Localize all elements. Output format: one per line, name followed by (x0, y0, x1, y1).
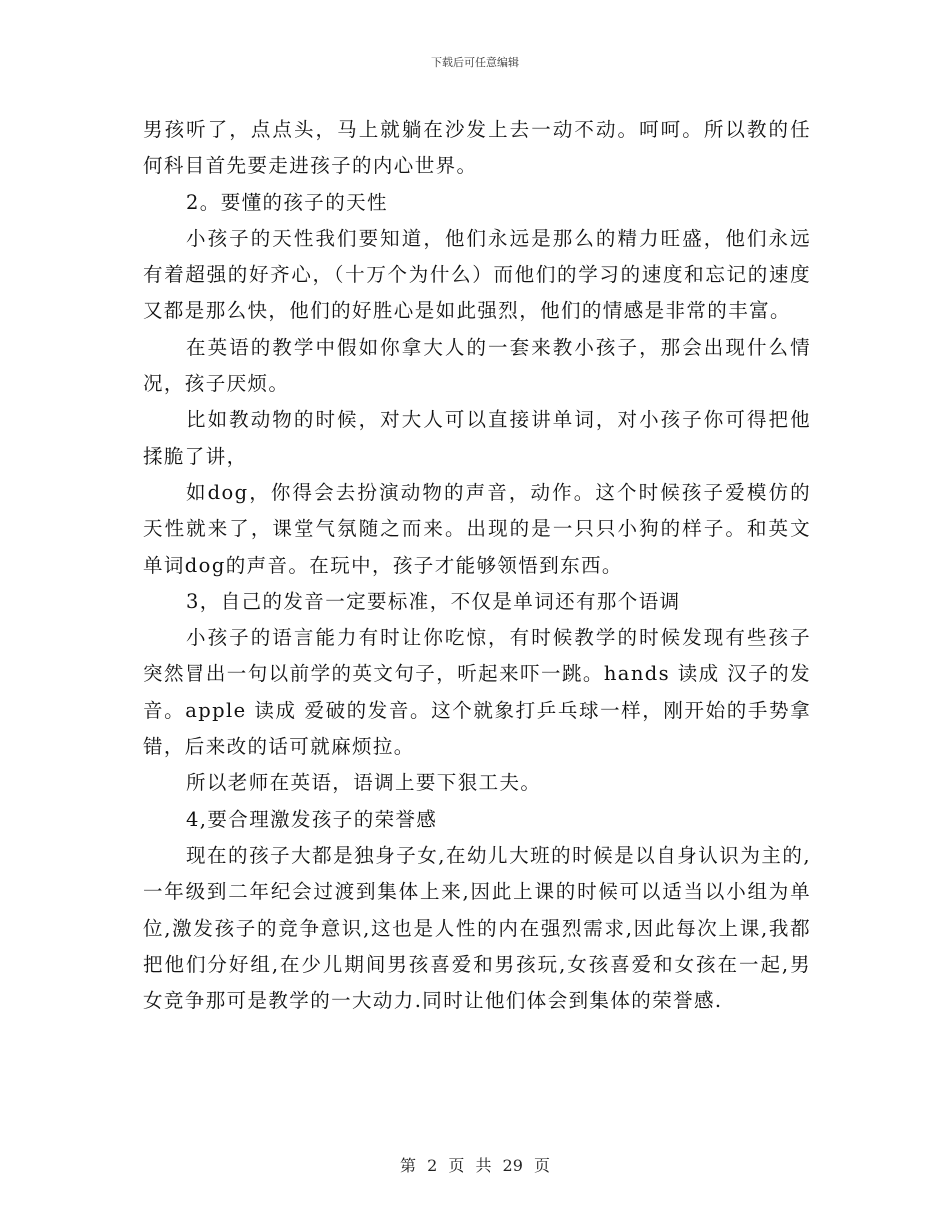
page-number: 第 2 页 共 29 页 (400, 1156, 550, 1175)
paragraph-5: 比如教动物的时候，对大人可以直接讲单词，对小孩子你可得把他揉脆了讲， (143, 408, 811, 468)
paragraph-1: 男孩听了，点点头，马上就躺在沙发上去一动不动。呵呵。所以教的任何科目首先要走进孩子的内心世界。 (143, 118, 811, 178)
heading-4-honor: 4,要合理激发孩子的荣誉感 (186, 807, 438, 831)
document-body (143, 112, 811, 1019)
page-header-note: 下载后可任意编辑 (431, 56, 519, 69)
paragraph-11: 现在的孩子大都是独身子女,在幼儿大班的时候是以自身认识为主的,一年级到二年纪会过渡到集体上来,因此上课的时候可以适当以小组为单位,激发孩子的竞争意识,这也是人性的内在强烈需求,因此每次上课,我都把他们分好组,在少儿期间男孩喜爱和男孩玩,女孩喜爱和女孩在一起,男女竞争那可是教学的一大动力.同时让他们体会到集体的荣誉感. (143, 843, 811, 1013)
paragraph-6: 如dog，你得会去扮演动物的声音，动作。这个时候孩子爱模仿的天性就来了，课堂气氛随之而来。出现的是一只只小狗的样子。和英文单词dog的声音。在玩中，孩子才能够领悟到东西。 (143, 480, 811, 577)
paragraph-8: 小孩子的语言能力有时让你吃惊，有时候教学的时候发现有些孩子突然冒出一句以前学的英文句子，听起来吓一跳。hands 读成 汉子的发音。apple 读成 爱破的发音。这个就象打乒乓球一样，刚开始的手势拿错，后来改的话可就麻烦拉。 (143, 626, 811, 759)
paragraph-4: 在英语的教学中假如你拿大人的一套来教小孩子，那会出现什么情况，孩子厌烦。 (143, 335, 811, 396)
heading-2-child-nature: 2。要懂的孩子的天性 (186, 190, 388, 214)
paragraph-3: 小孩子的天性我们要知道，他们永远是那么的精力旺盛，他们永远有着超强的好齐心，（十万个为什么）而他们的学习的速度和忘记的速度又都是那么快，他们的好胜心是如此强烈，他们的情感是非常的丰富。 (143, 226, 811, 323)
paragraph-9: 所以老师在英语，语调上要下狠工夫。 (186, 771, 542, 795)
heading-3-pronunciation: 3，自己的发音一定要标准，不仅是单词还有那个语调 (186, 589, 681, 613)
